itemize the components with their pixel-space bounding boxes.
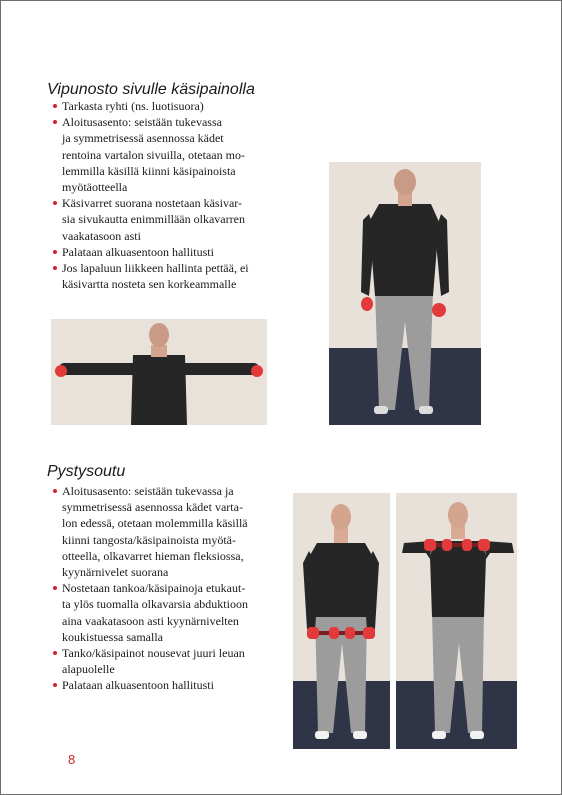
- bullet-line: Nostetaan tankoa/käsipainoja etukaut-: [62, 581, 246, 596]
- section-heading-upright-row: Pystysoutu: [47, 463, 126, 480]
- page-number: 8: [68, 752, 76, 767]
- bullet-line: alapuolelle: [62, 662, 115, 677]
- bullet-line: ta ylös tuomalla olkavarsia abduktioon: [62, 597, 248, 612]
- bullet-line: Aloitusasento: seistään tukevassa: [62, 115, 222, 130]
- bullet-line: Palataan alkuasentoon hallitusti: [62, 244, 214, 259]
- bullet-line: Käsivarret suorana nostetaan käsivar-: [62, 196, 243, 211]
- bullet-line: koukistuessa samalla: [62, 629, 163, 644]
- bullet-line: Jos lapaluun liikkeen hallinta pettää, ei: [62, 261, 249, 276]
- bullet-item: [52, 195, 249, 244]
- bullet-line: lemmilla käsillä kiinni käsipainoista: [62, 163, 236, 178]
- bullet-item: [52, 580, 248, 645]
- photo-lateral-raise-start: [329, 162, 481, 425]
- photo-upright-row-end: [396, 493, 517, 749]
- bullet-item: [52, 98, 249, 114]
- photo-upright-row-start: [293, 493, 390, 749]
- bullet-item: [52, 244, 249, 260]
- bullet-line: kyynärnivelet suorana: [62, 565, 169, 580]
- bullet-item: [52, 677, 248, 693]
- bullet-line: myötäotteella: [62, 180, 128, 195]
- bullet-line: kiinni tangosta/käsipainoista myötä-: [62, 532, 236, 547]
- bullet-line: aina vaakatasoon asti kyynärnivelten: [62, 613, 239, 628]
- bullet-line: Tanko/käsipainot nousevat juuri leuan: [62, 646, 245, 661]
- bullet-list-lateral-raise: [52, 98, 249, 292]
- bullet-list-upright-row: [52, 483, 248, 694]
- bullet-item: [52, 114, 249, 195]
- bullet-line: ja symmetrisessä asennossa kädet: [62, 131, 224, 146]
- bullet-line: Palataan alkuasentoon hallitusti: [62, 678, 214, 693]
- bullet-line: otteella, olkavarret hieman fleksiossa,: [62, 548, 244, 563]
- bullet-line: Tarkasta ryhti (ns. luotisuora): [62, 99, 204, 113]
- bullet-item: [52, 483, 248, 580]
- photo-lateral-raise-end: [51, 319, 267, 425]
- bullet-line: sia sivukautta enimmillään olkavarren: [62, 212, 245, 227]
- bullet-line: vaakatasoon asti: [62, 228, 141, 243]
- bullet-item: [52, 260, 249, 292]
- bullet-line: symmetrisessä asennossa kädet varta-: [62, 500, 243, 515]
- bullet-line: lon edessä, otetaan molemmilla käsillä: [62, 516, 248, 531]
- bullet-line: rentoina vartalon sivuilla, otetaan mo-: [62, 147, 245, 162]
- section-heading-lateral-raise: Vipunosto sivulle käsipainolla: [47, 81, 255, 98]
- bullet-item: [52, 645, 248, 677]
- bullet-line: Aloitusasento: seistään tukevassa ja: [62, 484, 234, 498]
- bullet-line: käsivartta nosteta sen korkeammalle: [62, 277, 237, 292]
